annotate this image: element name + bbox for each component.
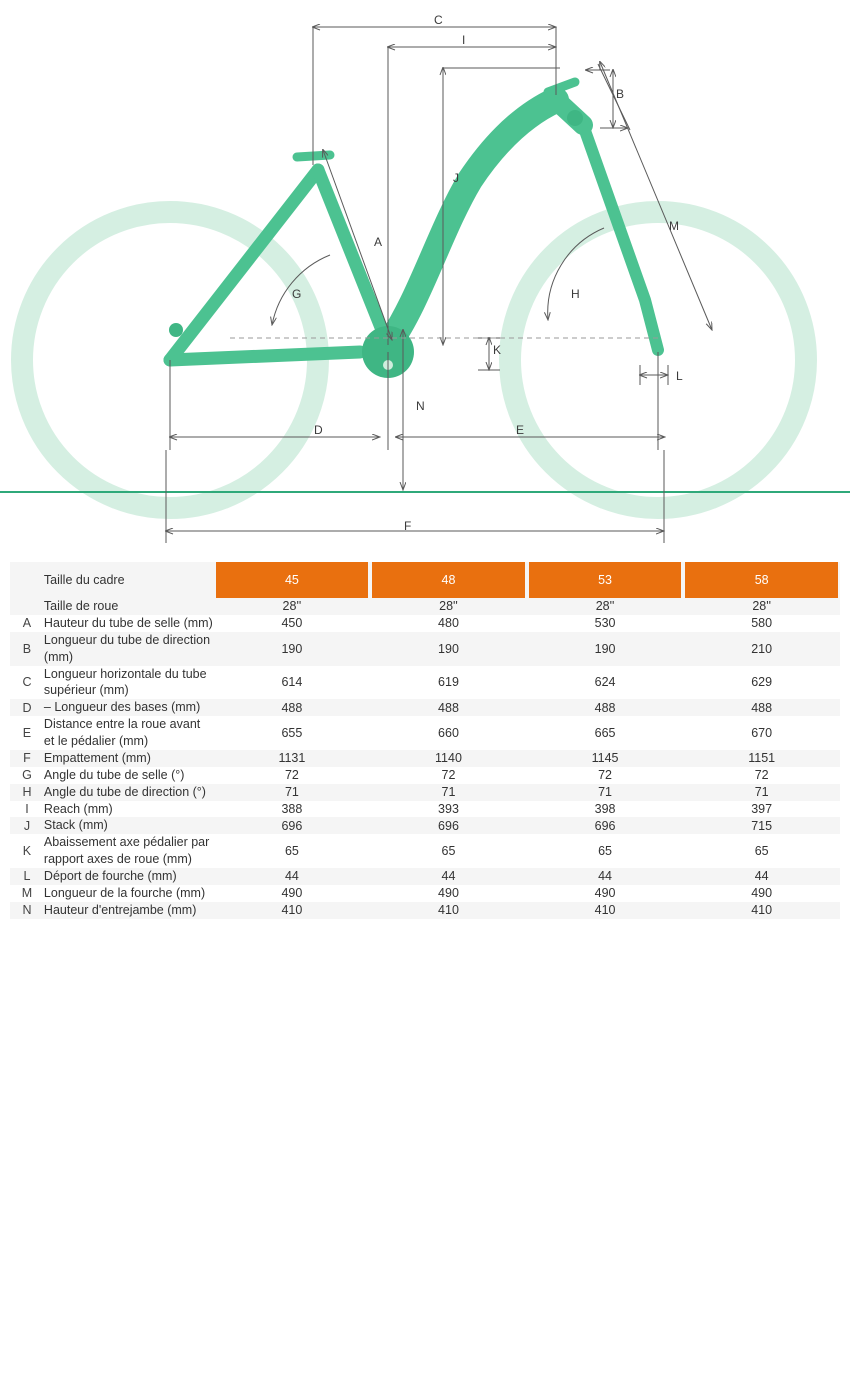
row-letter: N [22, 903, 32, 918]
row-value-45: 490 [281, 886, 303, 901]
table-row [10, 817, 840, 834]
row-value-48: 393 [438, 801, 459, 816]
row-value-48: 488 [438, 700, 459, 715]
header-size-53-cell: 53 [529, 562, 682, 598]
header-letter-spacer [10, 562, 44, 598]
row-value-48: 696 [438, 818, 459, 833]
head-tube-dot [567, 110, 583, 126]
row-value-53: 65 [598, 844, 612, 859]
row-value-45: 655 [281, 726, 303, 740]
row-letter: J [23, 818, 31, 833]
dim-label-M: M [669, 219, 679, 233]
row-letter: G [22, 768, 32, 783]
dim-label-N: N [416, 399, 425, 413]
row-letter: H [22, 785, 32, 800]
row-letter: M [21, 886, 33, 901]
row-name: Distance entre la roue avant et le pédalier (mm) [43, 717, 201, 748]
row-name: Déport de fourche (mm) [43, 869, 177, 883]
row-value-58: 44 [754, 869, 769, 884]
dim-label-I: I [462, 33, 466, 47]
table-row [10, 767, 840, 784]
row-value-45: 72 [284, 768, 299, 783]
row-letter: A [22, 616, 32, 631]
row-value-58: 488 [751, 700, 773, 715]
header-size-58[interactable] [683, 562, 840, 598]
row-value-53: 696 [594, 818, 616, 833]
table-row-wheel-size [10, 598, 840, 615]
row-letter: F [23, 751, 31, 766]
row-value-45: 614 [281, 675, 303, 690]
row-value-58: 28'' [752, 599, 772, 614]
table-row [10, 834, 840, 868]
table-row [10, 784, 840, 801]
row-value-53: 490 [594, 886, 616, 901]
row-name: Longueur du tube de direction (mm) [43, 632, 211, 664]
row-value-53: 624 [594, 675, 616, 690]
row-value-45: 190 [281, 641, 303, 656]
row-letter: D [22, 700, 32, 715]
row-value-58: 670 [751, 726, 773, 740]
row-value-45: 488 [281, 700, 303, 715]
header-size-45[interactable] [214, 562, 371, 598]
table-row [10, 868, 840, 885]
row-letter: K [22, 844, 32, 859]
row-value-53: 398 [594, 801, 616, 816]
row-value-53: 530 [594, 616, 616, 631]
table-row [10, 885, 840, 902]
row-letter: L [23, 869, 31, 884]
row-value-48: 71 [441, 785, 456, 800]
row-name: Reach (mm) [43, 801, 113, 816]
header-size-48[interactable] [370, 562, 527, 598]
row-value-48: 44 [441, 869, 456, 884]
row-value-45: 450 [281, 616, 303, 631]
row-value-53: 71 [598, 785, 612, 800]
dim-label-J: J [453, 171, 459, 185]
row-value-58: 210 [751, 641, 773, 656]
row-value-48: 72 [441, 768, 456, 783]
dim-label-L: L [676, 369, 683, 383]
table-row [10, 632, 840, 666]
row-name: Hauteur d'entrejambe (mm) [43, 902, 197, 917]
row-value-53: 488 [594, 700, 616, 715]
row-value-58: 71 [754, 785, 769, 800]
table-row [10, 615, 840, 632]
row-value-48: 480 [438, 616, 459, 631]
row-value-48: 1140 [435, 751, 462, 766]
row-value-45: 71 [284, 785, 299, 800]
dim-label-A: A [374, 235, 383, 249]
row-name: Hauteur du tube de selle (mm) [43, 615, 213, 630]
row-letter: B [22, 641, 32, 656]
dim-label-C: C [434, 13, 443, 27]
row-value-58: 1151 [748, 751, 776, 766]
row-value-45: 28'' [282, 599, 302, 614]
row-value-48: 410 [438, 903, 459, 918]
row-name: Longueur de la fourche (mm) [43, 885, 206, 900]
table-row [10, 716, 840, 750]
table-row [10, 666, 840, 700]
table-row [10, 902, 840, 919]
row-letter: C [22, 675, 32, 690]
row-value-58: 490 [751, 886, 773, 901]
row-letter: I [25, 801, 29, 816]
row-value-53: 410 [594, 903, 616, 918]
row-value-58: 397 [751, 801, 773, 816]
header-size-48-cell: 48 [372, 562, 525, 598]
dim-label-F: F [404, 519, 412, 533]
row-value-45: 388 [281, 801, 303, 816]
row-value-58: 72 [754, 768, 769, 783]
bike-geometry-diagram [0, 0, 850, 560]
row-name: Taille de roue [43, 599, 119, 613]
rear-dropout [169, 323, 183, 337]
dimension-lines [166, 27, 712, 543]
row-name: Angle du tube de direction (°) [43, 784, 206, 799]
row-value-53: 44 [598, 869, 612, 884]
row-value-45: 696 [281, 818, 303, 833]
row-value-48: 490 [438, 886, 459, 901]
geometry-spec-table [10, 562, 840, 919]
row-value-58: 715 [751, 818, 773, 833]
row-value-53: 28'' [595, 599, 615, 614]
dim-label-B: B [616, 87, 625, 101]
geometry-svg [0, 0, 850, 560]
row-letter [10, 598, 44, 615]
row-value-58: 410 [751, 903, 773, 918]
row-name: Abaissement axe pédalier par rapport axes de roue (mm) [43, 835, 210, 867]
table-row [10, 699, 840, 716]
row-value-58: 629 [751, 675, 773, 690]
dim-label-K: K [493, 343, 502, 357]
table-header-row [10, 562, 840, 598]
row-name: Stack (mm) [43, 818, 108, 833]
dim-label-D: D [314, 423, 323, 437]
row-value-53: 665 [594, 726, 616, 740]
row-letter: E [22, 726, 32, 740]
row-value-48: 65 [441, 844, 456, 859]
row-name: – Longueur des bases (mm) [43, 700, 201, 715]
row-value-53: 72 [598, 768, 612, 783]
header-size-45-cell: 45 [216, 562, 369, 598]
row-value-48: 619 [438, 675, 459, 690]
row-value-58: 580 [751, 616, 773, 631]
row-value-53: 1145 [591, 751, 619, 766]
dim-label-H: H [571, 287, 580, 301]
dim-label-E: E [516, 423, 525, 437]
row-value-45: 410 [281, 903, 303, 918]
row-value-45: 44 [284, 869, 299, 884]
header-size-58-cell: 58 [685, 562, 838, 598]
row-value-48: 660 [438, 726, 459, 740]
table-row [10, 801, 840, 818]
row-value-53: 190 [594, 641, 616, 656]
frame-size-label: Taille du cadre [44, 562, 214, 598]
row-value-45: 1131 [278, 751, 306, 766]
row-value-45: 65 [284, 844, 299, 859]
wheels [22, 212, 806, 508]
row-name: Longueur horizontale du tube supérieur (mm) [43, 666, 207, 698]
row-value-58: 65 [754, 844, 769, 859]
header-size-53[interactable] [527, 562, 684, 598]
row-name: Empattement (mm) [43, 750, 151, 765]
row-value-48: 28'' [439, 599, 458, 614]
table-row [10, 750, 840, 767]
row-value-48: 190 [438, 641, 459, 656]
dim-label-G: G [292, 287, 302, 301]
row-name: Angle du tube de selle (°) [43, 767, 185, 782]
